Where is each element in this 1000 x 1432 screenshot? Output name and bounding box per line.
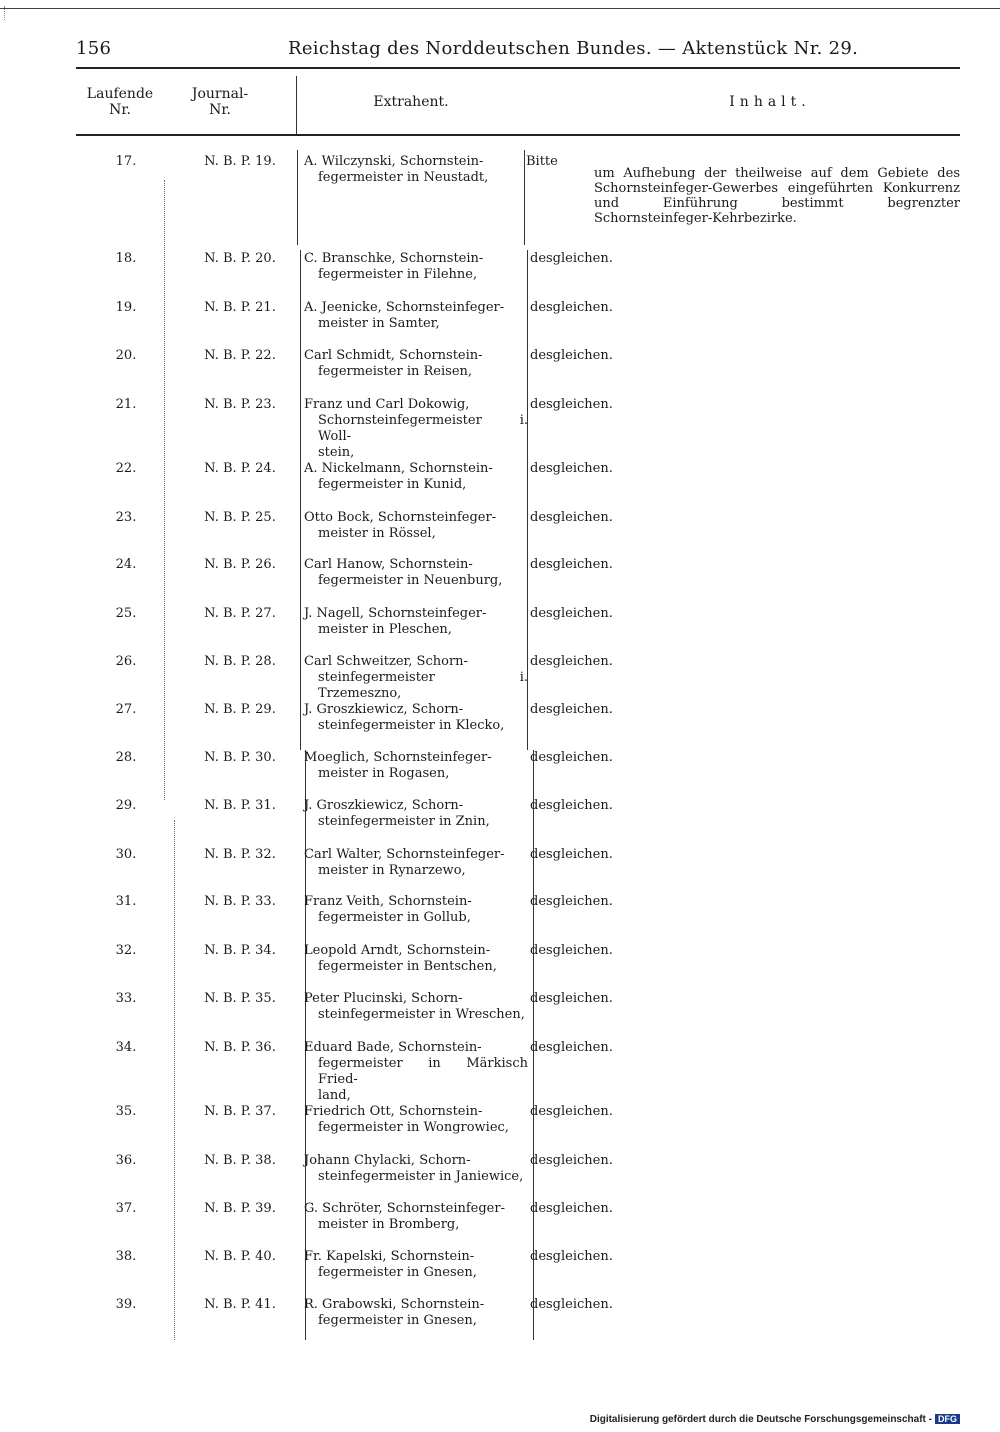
inhalt-cell: desgleichen. [530, 1153, 613, 1168]
inhalt-cell: desgleichen. [530, 606, 613, 621]
journal-number: N. B. P. 36. [204, 1040, 276, 1055]
row-number: 23. [115, 510, 137, 525]
inhalt-cell: desgleichen. [530, 397, 613, 412]
journal-number: N. B. P. 33. [204, 894, 276, 909]
extrahent-line: G. Schröter, Schornsteinfeger- [304, 1201, 505, 1216]
extrahent-cell [304, 251, 528, 283]
extrahent-line: fegermeister in Filehne, [318, 267, 478, 282]
extrahent-line: Carl Hanow, Schornstein- [304, 557, 473, 572]
extrahent-line: A. Nickelmann, Schornstein- [304, 461, 493, 476]
journal-number: N. B. P. 39. [204, 1201, 276, 1216]
extrahent-line: meister in Rogasen, [318, 766, 450, 781]
inhalt-cell: desgleichen. [530, 702, 613, 717]
journal-number: N. B. P. 32. [204, 847, 276, 862]
extrahent-line: fegermeister in Reisen, [318, 364, 473, 379]
extrahent-line: fegermeister in Neuenburg, [318, 573, 503, 588]
column-divider [297, 150, 298, 245]
inhalt-cell: desgleichen. [530, 348, 613, 363]
extrahent-cell [304, 606, 528, 638]
inhalt-cell: desgleichen. [530, 654, 613, 669]
inhalt-cell: desgleichen. [530, 1201, 613, 1216]
journal-number: N. B. P. 19. [204, 154, 276, 169]
journal-number: N. B. P. 22. [204, 348, 276, 363]
journal-number: N. B. P. 37. [204, 1104, 276, 1119]
extrahent-line: meister in Rössel, [318, 526, 436, 541]
dfg-logo: DFG [935, 1414, 960, 1424]
row-number: 19. [115, 300, 137, 315]
journal-number: N. B. P. 38. [204, 1153, 276, 1168]
extrahent-cell [304, 1040, 528, 1104]
column-header-laufende: Laufende Nr. [86, 86, 154, 118]
extrahent-line: Moeglich, Schornsteinfeger- [304, 750, 492, 765]
extrahent-line: Otto Bock, Schornsteinfeger- [304, 510, 497, 525]
journal-number: N. B. P. 29. [204, 702, 276, 717]
extrahent-cell [304, 847, 528, 879]
extrahent-line: fegermeister in Gnesen, [318, 1313, 477, 1328]
inhalt-cell: desgleichen. [530, 991, 613, 1006]
row-number: 25. [115, 606, 137, 621]
column-divider [164, 180, 166, 800]
extrahent-line: Peter Plucinski, Schorn- [304, 991, 463, 1006]
extrahent-cell [304, 510, 528, 542]
row-number: 26. [115, 654, 137, 669]
extrahent-line: meister in Rynarzewo, [318, 863, 466, 878]
inhalt-cell: Bitte [526, 154, 558, 169]
journal-number: N. B. P. 20. [204, 251, 276, 266]
column-header-extrahent: Extrahent. [373, 94, 449, 110]
row-number: 31. [115, 894, 137, 909]
extrahent-cell [304, 702, 528, 734]
extrahent-line: fegermeister in Gnesen, [318, 1265, 477, 1280]
row-number: 24. [115, 557, 137, 572]
column-header-inhalt: Inhalt. [729, 94, 811, 110]
row-number: 22. [115, 461, 137, 476]
journal-number: N. B. P. 34. [204, 943, 276, 958]
journal-number: N. B. P. 41. [204, 1297, 276, 1312]
extrahent-line: Johann Chylacki, Schorn- [304, 1153, 471, 1168]
journal-number: N. B. P. 35. [204, 991, 276, 1006]
extrahent-line: stein, [318, 445, 355, 460]
header-rule [76, 67, 960, 69]
extrahent-line: Eduard Bade, Schornstein- [304, 1040, 482, 1055]
extrahent-cell [304, 1249, 528, 1281]
extrahent-line: fegermeister in Gollub, [318, 910, 471, 925]
column-divider [174, 820, 176, 1340]
extrahent-line: Carl Schmidt, Schornstein- [304, 348, 483, 363]
extrahent-line: fegermeister in Märkisch Fried- [318, 1056, 528, 1087]
footer-text: Digitalisierung gefördert durch die Deutsche Forschungsgemeinschaft - [589, 1414, 932, 1425]
row-number: 36. [115, 1153, 137, 1168]
row-number: 38. [115, 1249, 137, 1264]
inhalt-cell: desgleichen. [530, 1040, 613, 1055]
journal-number: N. B. P. 26. [204, 557, 276, 572]
extrahent-line: Franz Veith, Schornstein- [304, 894, 472, 909]
corner-mark [4, 6, 11, 20]
row-number: 17. [115, 154, 137, 169]
extrahent-cell [304, 1153, 528, 1185]
extrahent-line: fegermeister in Bentschen, [318, 959, 497, 974]
extrahent-cell [304, 1104, 528, 1136]
journal-number: N. B. P. 25. [204, 510, 276, 525]
row-number: 27. [115, 702, 137, 717]
top-border-line [0, 8, 1000, 9]
row-number: 35. [115, 1104, 137, 1119]
extrahent-cell [304, 557, 528, 589]
inhalt-cell: desgleichen. [530, 251, 613, 266]
extrahent-line: A. Wilczynski, Schornstein- [304, 154, 484, 169]
extrahent-line: steinfegermeister in Wreschen, [318, 1007, 525, 1022]
column-divider [296, 76, 297, 134]
row-number: 32. [115, 943, 137, 958]
inhalt-description: um Aufhebung der theilweise auf dem Gebiete des Schornsteinfeger-Gewerbes eingeführten Konkurrenz und Einführung bestimmt begrenzter Schornsteinfeger-Kehrbezirke. [594, 166, 960, 226]
journal-number: N. B. P. 30. [204, 750, 276, 765]
extrahent-line: steinfegermeister in Znin, [318, 814, 490, 829]
extrahent-cell [304, 750, 528, 782]
journal-number: N. B. P. 24. [204, 461, 276, 476]
extrahent-cell [304, 654, 528, 702]
journal-number: N. B. P. 28. [204, 654, 276, 669]
extrahent-line: J. Groszkiewicz, Schorn- [304, 702, 464, 717]
extrahent-line: R. Grabowski, Schornstein- [304, 1297, 485, 1312]
inhalt-cell: desgleichen. [530, 847, 613, 862]
row-number: 20. [115, 348, 137, 363]
row-number: 34. [115, 1040, 137, 1055]
extrahent-cell [304, 894, 528, 926]
row-number: 28. [115, 750, 137, 765]
column-header-journal: Journal- Nr. [191, 86, 249, 118]
row-number: 29. [115, 798, 137, 813]
extrahent-cell [304, 461, 528, 493]
inhalt-cell: desgleichen. [530, 461, 613, 476]
extrahent-line: Leopold Arndt, Schornstein- [304, 943, 491, 958]
page-number: 156 [76, 38, 112, 59]
extrahent-line: meister in Bromberg, [318, 1217, 460, 1232]
extrahent-line: J. Nagell, Schornsteinfeger- [304, 606, 487, 621]
extrahent-line: fegermeister in Wongrowiec, [318, 1120, 509, 1135]
row-number: 33. [115, 991, 137, 1006]
running-title: Reichstag des Norddeutschen Bundes. — Aktenstück Nr. 29. [288, 38, 859, 59]
extrahent-cell [304, 397, 528, 461]
journal-number: N. B. P. 40. [204, 1249, 276, 1264]
row-number: 18. [115, 251, 137, 266]
column-divider [300, 250, 301, 750]
extrahent-cell [304, 991, 528, 1023]
row-number: 39. [115, 1297, 137, 1312]
extrahent-cell [304, 1297, 528, 1329]
row-number: 21. [115, 397, 137, 412]
extrahent-line: meister in Samter, [318, 316, 440, 331]
journal-number: N. B. P. 31. [204, 798, 276, 813]
extrahent-cell [304, 300, 528, 332]
inhalt-cell: desgleichen. [530, 1104, 613, 1119]
extrahent-cell [304, 1201, 528, 1233]
extrahent-line: Schornsteinfegermeister i. Woll- [318, 413, 528, 444]
journal-number: N. B. P. 21. [204, 300, 276, 315]
extrahent-line: Carl Schweitzer, Schorn- [304, 654, 468, 669]
extrahent-line: fegermeister in Neustadt, [318, 170, 489, 185]
journal-number: N. B. P. 27. [204, 606, 276, 621]
extrahent-line: land, [318, 1088, 351, 1103]
extrahent-line: Carl Walter, Schornsteinfeger- [304, 847, 505, 862]
extrahent-line: steinfegermeister in Janiewice, [318, 1169, 524, 1184]
journal-number: N. B. P. 23. [204, 397, 276, 412]
inhalt-cell: desgleichen. [530, 510, 613, 525]
inhalt-cell: desgleichen. [530, 300, 613, 315]
inhalt-cell: desgleichen. [530, 943, 613, 958]
inhalt-cell: desgleichen. [530, 750, 613, 765]
inhalt-cell: desgleichen. [530, 798, 613, 813]
column-header-rule [76, 134, 960, 136]
extrahent-line: C. Branschke, Schornstein- [304, 251, 484, 266]
extrahent-line: steinfegermeister in Klecko, [318, 718, 505, 733]
digitization-footer [590, 1414, 960, 1425]
extrahent-line: steinfegermeister i. Trzemeszno, [318, 670, 528, 701]
extrahent-cell [304, 798, 528, 830]
inhalt-cell: desgleichen. [530, 557, 613, 572]
extrahent-cell [304, 348, 528, 380]
extrahent-line: fegermeister in Kunid, [318, 477, 467, 492]
extrahent-cell [304, 943, 528, 975]
extrahent-line: J. Groszkiewicz, Schorn- [304, 798, 464, 813]
extrahent-line: meister in Pleschen, [318, 622, 452, 637]
extrahent-line: Friedrich Ott, Schornstein- [304, 1104, 483, 1119]
extrahent-line: Fr. Kapelski, Schornstein- [304, 1249, 475, 1264]
extrahent-cell [304, 154, 528, 186]
extrahent-line: Franz und Carl Dokowig, [304, 397, 470, 412]
row-number: 37. [115, 1201, 137, 1216]
inhalt-cell: desgleichen. [530, 1297, 613, 1312]
inhalt-cell: desgleichen. [530, 894, 613, 909]
row-number: 30. [115, 847, 137, 862]
extrahent-line: A. Jeenicke, Schornsteinfeger- [304, 300, 505, 315]
inhalt-cell: desgleichen. [530, 1249, 613, 1264]
